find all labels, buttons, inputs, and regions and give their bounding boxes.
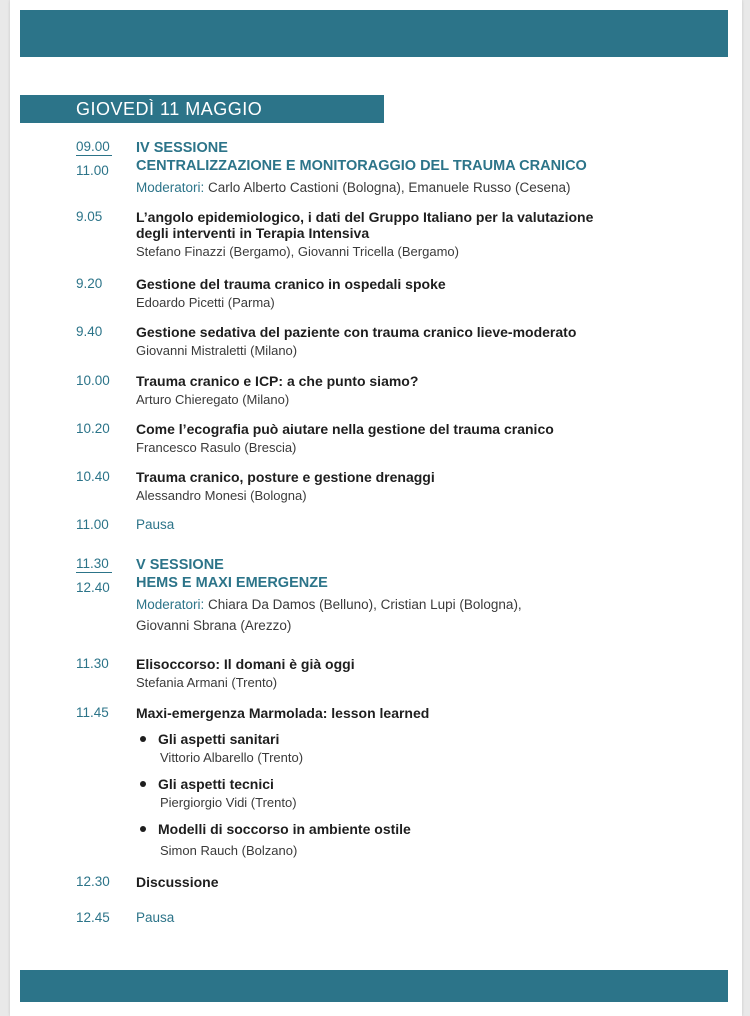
session-5-label: V SESSIONE [136,557,224,573]
talk-speaker: Stefania Armani (Trento) [136,675,278,690]
moderators-label: Moderatori: [136,180,205,195]
session-5-moderators [136,595,696,614]
discussion-time: 12.30 [76,874,110,889]
day-heading: GIOVEDÌ 11 MAGGIO [20,95,384,123]
bullet-icon [140,781,146,787]
moderators-label: Moderatori: [136,597,205,612]
moderators-names-cont: Giovanni Sbrana (Arezzo) [136,618,292,633]
bullet-speaker: Vittorio Albarello (Trento) [160,750,304,765]
bullet-icon [140,826,146,832]
pause-time: 11.00 [76,517,109,532]
talk-title: Come l’ecografia può aiutare nella gestione del trauma cranico [136,421,554,437]
bullet-title: Gli aspetti tecnici [158,776,274,792]
session-4-moderators [136,178,696,197]
talk-time: 10.00 [76,373,110,388]
pause-label: Pausa [136,910,175,925]
talk-time: 9.40 [76,324,103,339]
bullet-icon [140,736,146,742]
session-5-title: HEMS E MAXI EMERGENZE [136,575,328,591]
talk-title-cont: degli interventi in Terapia Intensiva [136,225,370,241]
bullet-speaker: Simon Rauch (Bolzano) [160,843,298,858]
talk-title: Gestione sedativa del paziente con trauma cranico lieve-moderato [136,324,577,340]
talk-time: 11.45 [76,705,109,720]
talk-time: 9.05 [76,209,103,224]
discussion-label: Discussione [136,874,219,890]
talk-title: Elisoccorso: Il domani è già oggi [136,656,355,672]
talk-speaker: Alessandro Monesi (Bologna) [136,488,307,503]
talk-time: 10.40 [76,469,110,484]
pause-time: 12.45 [76,910,110,925]
moderators-names: Chiara Da Damos (Belluno), Cristian Lupi (Bologna), [208,597,522,612]
moderators-names: Carlo Alberto Castioni (Bologna), Emanuele Russo (Cesena) [208,180,571,195]
header-band [20,10,728,57]
talk-speaker: Edoardo Picetti (Parma) [136,295,275,310]
talk-title: Trauma cranico, posture e gestione drenaggi [136,469,435,485]
session-4-label: IV SESSIONE [136,140,228,156]
talk-speaker: Arturo Chieregato (Milano) [136,392,290,407]
talk-title: Gestione del trauma cranico in ospedali spoke [136,276,446,292]
talk-speaker: Stefano Finazzi (Bergamo), Giovanni Tricella (Bergamo) [136,244,459,259]
talk-title: L’angolo epidemiologico, i dati del Gruppo Italiano per la valutazione [136,209,594,225]
bullet-speaker: Piergiorgio Vidi (Trento) [160,795,297,810]
bullet-title: Gli aspetti sanitari [158,731,280,747]
talk-time: 11.30 [76,656,109,671]
session-4-end: 11.00 [76,163,109,178]
pause-label: Pausa [136,517,175,532]
talk-speaker: Giovanni Mistraletti (Milano) [136,343,298,358]
talk-time: 10.20 [76,421,110,436]
session-5-end: 12.40 [76,580,110,595]
talk-time: 9.20 [76,276,103,291]
talk-title: Maxi-emergenza Marmolada: lesson learned [136,705,430,721]
footer-band [20,970,728,1002]
talk-speaker: Francesco Rasulo (Brescia) [136,440,297,455]
bullet-title: Modelli di soccorso in ambiente ostile [158,821,411,837]
talk-title: Trauma cranico e ICP: a che punto siamo? [136,373,419,389]
session-4-start: 09.00 [76,139,112,156]
session-5-start: 11.30 [76,556,112,573]
session-4-title: CENTRALIZZAZIONE E MONITORAGGIO DEL TRAUMA CRANICO [136,158,587,174]
